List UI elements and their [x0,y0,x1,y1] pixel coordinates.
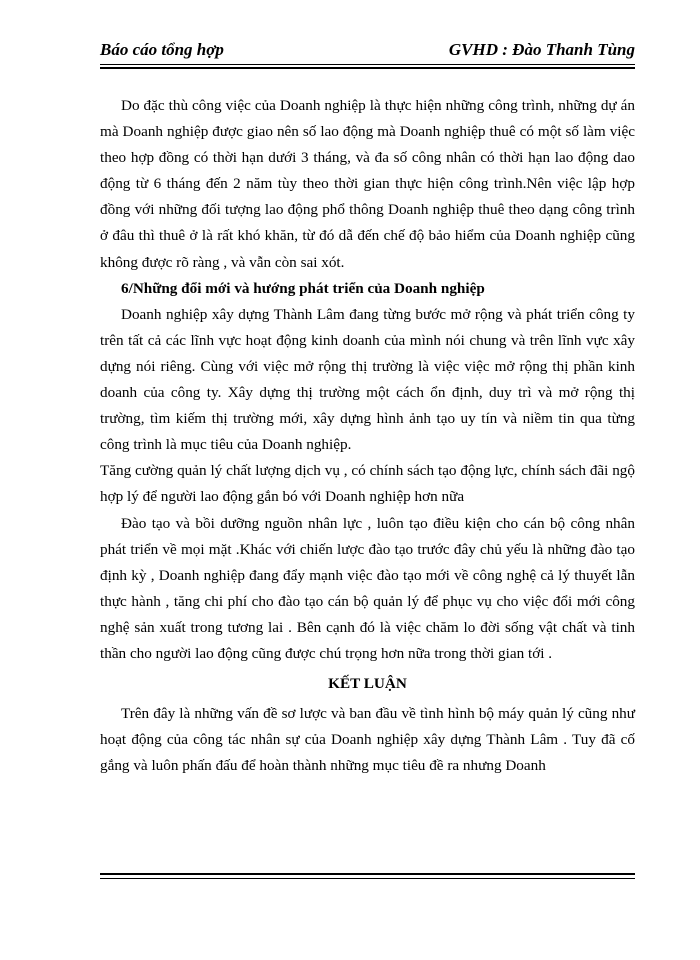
header-rule-thick [100,67,635,69]
paragraph-labor-contracts: Do đặc thù công việc của Doanh nghiệp là thực hiện những công trình, những dự án mà Doanh nghiệp được giao nên số lao động mà Doanh nghiệp thuê có một số làm việc theo hợp đồng có thời hạn dưới 3 tháng, và đa số công nhân có thời hạn lao động dao động từ 6 tháng đến 2 năm tùy theo thời gian thực hiện công trình.Nên việc lập hợp đồng với những đối tượng lao động phổ thông Doanh nghiệp thuê theo dạng công trình ở đâu thì thuê ở là rất khó khăn, từ đó dẫ đến chế độ bảo hiểm của Doanh nghiệp cũng không được rõ ràng , và vẫn còn sai xót. [100,97,635,271]
section-heading-innovation: 6/Những đổi mới và hướng phát triển của Doanh nghiệp [121,279,485,297]
paragraph-conclusion: Trên đây là những vấn đề sơ lược và ban đầu về tình hình bộ máy quản lý cũng như hoạt động của công tác nhân sự của Doanh nghiệp xây dựng Thành Lâm . Tuy đã cố gắng và luôn phấn đấu để hoàn thành những mục tiêu đề ra nhưng Doanh [100,705,635,775]
document-body [100,93,635,779]
header-rule-thin [100,64,635,65]
footer-rule-thin [100,878,635,879]
footer-rule-thick [100,873,635,875]
conclusion-heading: KẾT LUẬN [328,675,407,693]
paragraph-quality-management: Tăng cường quản lý chất lượng dịch vụ , có chính sách tạo động lực, chính sách đãi ngộ hợp lý để người lao động gắn bó với Doanh nghiệp hơn nữa [100,462,635,506]
paragraph-training: Đào tạo và bồi dưỡng nguồn nhân lực , luôn tạo điều kiện cho cán bộ công nhân phát triển về mọi mặt .Khác với chiến lược đào tạo trước đây chủ yếu là những đào tạo định kỳ , Doanh nghiệp đang đẩy mạnh việc đào tạo mới về công nghệ cả lý thuyết lẫn thực hành , tăng chi phí cho đào tạo cán bộ quản lý để phục vụ cho việc đổi mới công nghệ sản xuất trong tương lai . Bên cạnh đó là việc chăm lo đời sống vật chất và tinh thần cho người lao động cũng được chú trọng hơn nữa trong thời gian tới . [100,514,635,662]
page-header [100,40,635,66]
header-supervisor: GVHD : Đào Thanh Tùng [448,40,635,59]
paragraph-development: Doanh nghiệp xây dựng Thành Lâm đang từng bước mở rộng và phát triển công ty trên tất cả các lĩnh vực hoạt động kinh doanh của mình nói chung và trên lĩnh vực xây dựng nói riêng. Cùng với việc mở rộng thị trường là việc việc mở rộng thị phần kinh doanh của công ty. Xây dựng thị trường một cách ổn định, duy trì và mở rộng thị trường, tìm kiếm thị trường mới, xây dựng hình ảnh tạo uy tín và niềm tin qua từng công trình là mục tiêu của Doanh nghiệp. [100,305,635,454]
header-report-title: Báo cáo tổng hợp [100,40,224,59]
